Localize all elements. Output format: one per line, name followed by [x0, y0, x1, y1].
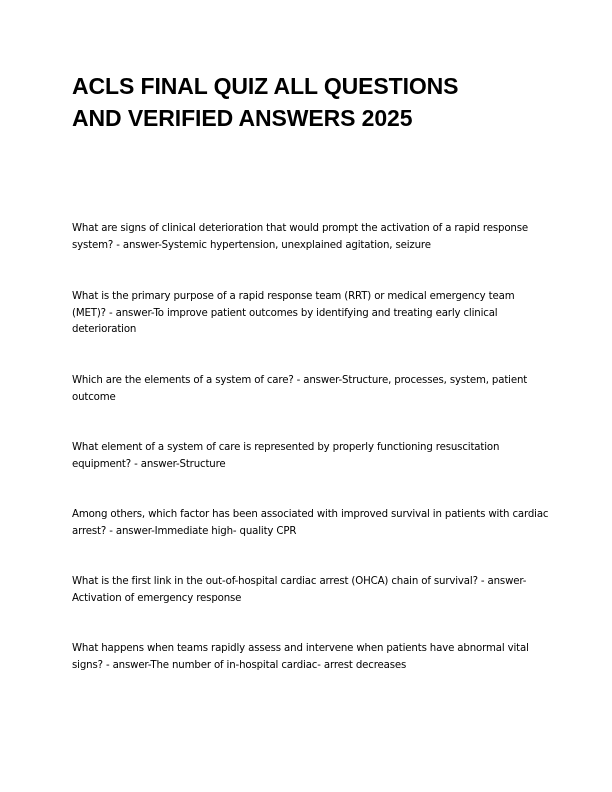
- qa-line: Among others, which factor has been associated with improved survival in patients with cardiac: [72, 509, 549, 520]
- question-answer-item: [72, 507, 549, 540]
- qa-line: What are signs of clinical deterioration that would prompt the activation of a rapid response: [72, 223, 528, 234]
- page-title: [72, 70, 542, 134]
- question-answer-item: [72, 440, 542, 473]
- question-answer-item: [72, 373, 542, 406]
- qa-line: deterioration: [72, 324, 137, 335]
- qa-line: signs? - answer-The number of in-hospital cardiac- arrest decreases: [72, 659, 407, 671]
- question-answer-item: [72, 221, 542, 254]
- question-answer-item: [72, 641, 542, 674]
- qa-line: system? - answer-Systemic hypertension, unexplained agitation, seizure: [72, 239, 431, 251]
- qa-line: arrest? - answer-Immediate high- quality CPR: [72, 525, 297, 537]
- qa-line: What happens when teams rapidly assess and intervene when patients have abnormal vital: [72, 643, 529, 654]
- question-answer-item: [72, 289, 542, 339]
- qa-line: What is the primary purpose of a rapid response team (RRT) or medical emergency team: [72, 291, 515, 302]
- title-line: ACLS FINAL QUIZ ALL QUESTIONS: [72, 73, 459, 99]
- qa-line: equipment? - answer-Structure: [72, 458, 226, 470]
- qa-line: (MET)? - answer-To improve patient outcomes by identifying and treating early clinical: [72, 307, 498, 319]
- qa-line: Which are the elements of a system of care? - answer-Structure, processes, system, patient: [72, 375, 528, 386]
- qa-line: What is the first link in the out-of-hospital cardiac arrest (OHCA) chain of survival? - answer-: [72, 576, 527, 587]
- qa-line: What element of a system of care is represented by properly functioning resuscitation: [72, 442, 500, 453]
- qa-line: outcome: [72, 391, 116, 403]
- title-line: AND VERIFIED ANSWERS 2025: [72, 105, 413, 131]
- question-answer-item: [72, 574, 542, 607]
- qa-line: Activation of emergency response: [72, 592, 242, 604]
